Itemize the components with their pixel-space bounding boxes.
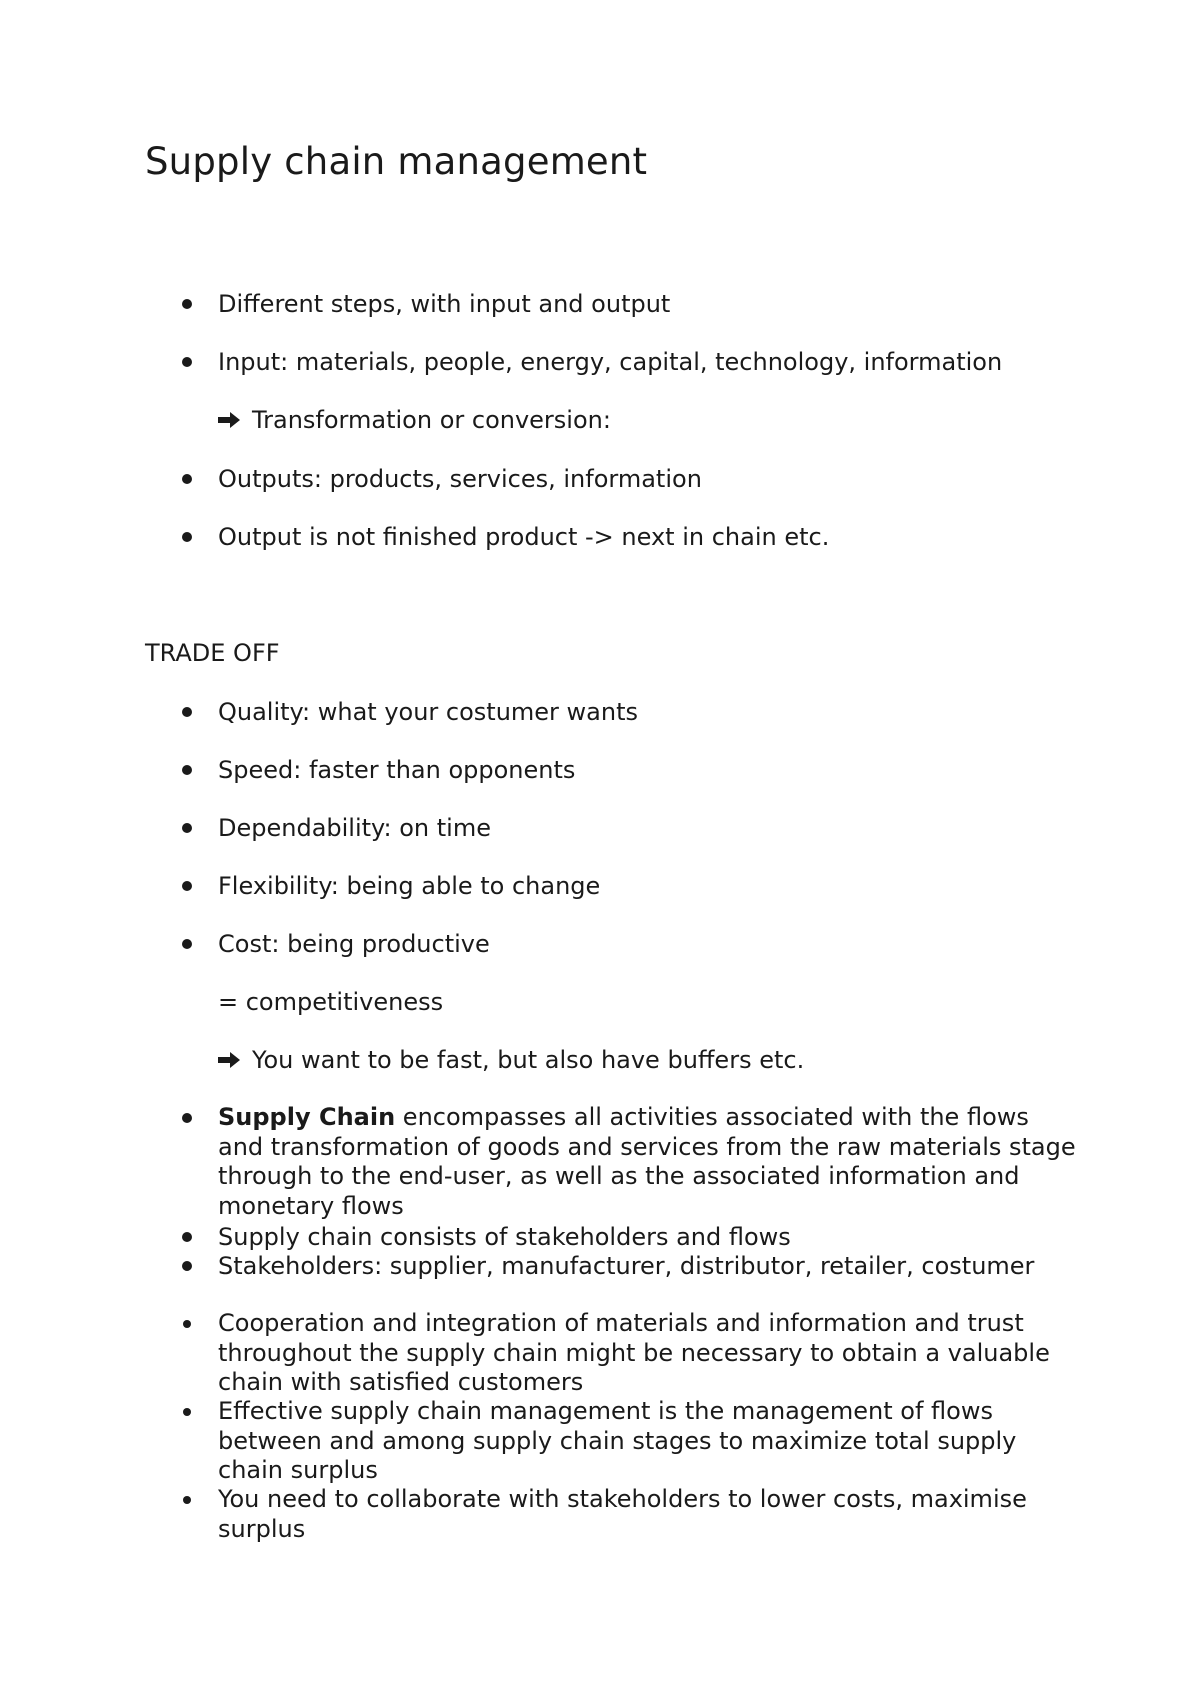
- bullet-icon: [183, 1496, 191, 1504]
- arrow-text: Transformation or conversion:: [252, 406, 611, 434]
- list-item: Different steps, with input and output: [218, 290, 671, 318]
- list-item: Flexibility: being able to change: [218, 872, 601, 900]
- list-item: Dependability: on time: [218, 814, 491, 842]
- bullet-icon: [182, 765, 192, 775]
- bullet-icon: [182, 1113, 192, 1123]
- list-item: Speed: faster than opponents: [218, 756, 576, 784]
- list-item: You need to collaborate with stakeholders to lower costs, maximise surplus: [218, 1485, 1027, 1543]
- list-item: Effective supply chain management is the management of flows between and among supply chain stages to maximize total supply chain surplus: [218, 1397, 1017, 1484]
- bullet-icon: [182, 881, 192, 891]
- list-item: Supply chain consists of stakeholders and flows: [218, 1223, 791, 1251]
- arrow-line: [218, 1045, 804, 1075]
- equals-line: = competitiveness: [218, 988, 444, 1016]
- list-item: Input: materials, people, energy, capital, technology, information: [218, 348, 1003, 376]
- list-item: Output is not finished product -> next in chain etc.: [218, 523, 830, 551]
- section-heading: TRADE OFF: [145, 639, 280, 667]
- bullet-icon: [182, 1232, 192, 1242]
- list-item: Cooperation and integration of materials and information and trust throughout the supply chain might be necessary to obtain a valuable chain with satisfied customers: [218, 1309, 1050, 1396]
- bullet-icon: [182, 939, 192, 949]
- definition-term: Supply Chain: [218, 1103, 396, 1131]
- list-item: Outputs: products, services, information: [218, 465, 702, 493]
- list-item: Quality: what your costumer wants: [218, 698, 639, 726]
- bullet-icon: [182, 1261, 192, 1271]
- page-title: Supply chain management: [145, 140, 648, 183]
- bullet-icon: [182, 474, 192, 484]
- bullet-icon: [182, 823, 192, 833]
- bullet-icon: [182, 707, 192, 717]
- list-item: Stakeholders: supplier, manufacturer, distributor, retailer, costumer: [218, 1252, 1035, 1280]
- bullet-icon: [182, 357, 192, 367]
- arrow-line: [218, 405, 611, 435]
- list-item: Cost: being productive: [218, 930, 490, 958]
- bullet-icon: [182, 299, 192, 309]
- bullet-icon: [182, 532, 192, 542]
- arrow-text: You want to be fast, but also have buffers etc.: [252, 1046, 805, 1074]
- bullet-icon: [183, 1408, 191, 1416]
- arrow-right-icon: [218, 1050, 242, 1070]
- definition-text: encompasses all activities associated with the flows and transformation of goods and services from the raw materials stage through to the end-user, as well as the associated information and monetary flows: [218, 1103, 1076, 1220]
- bullet-icon: [183, 1320, 191, 1328]
- definition-paragraph: [218, 1103, 1078, 1221]
- arrow-right-icon: [218, 410, 242, 430]
